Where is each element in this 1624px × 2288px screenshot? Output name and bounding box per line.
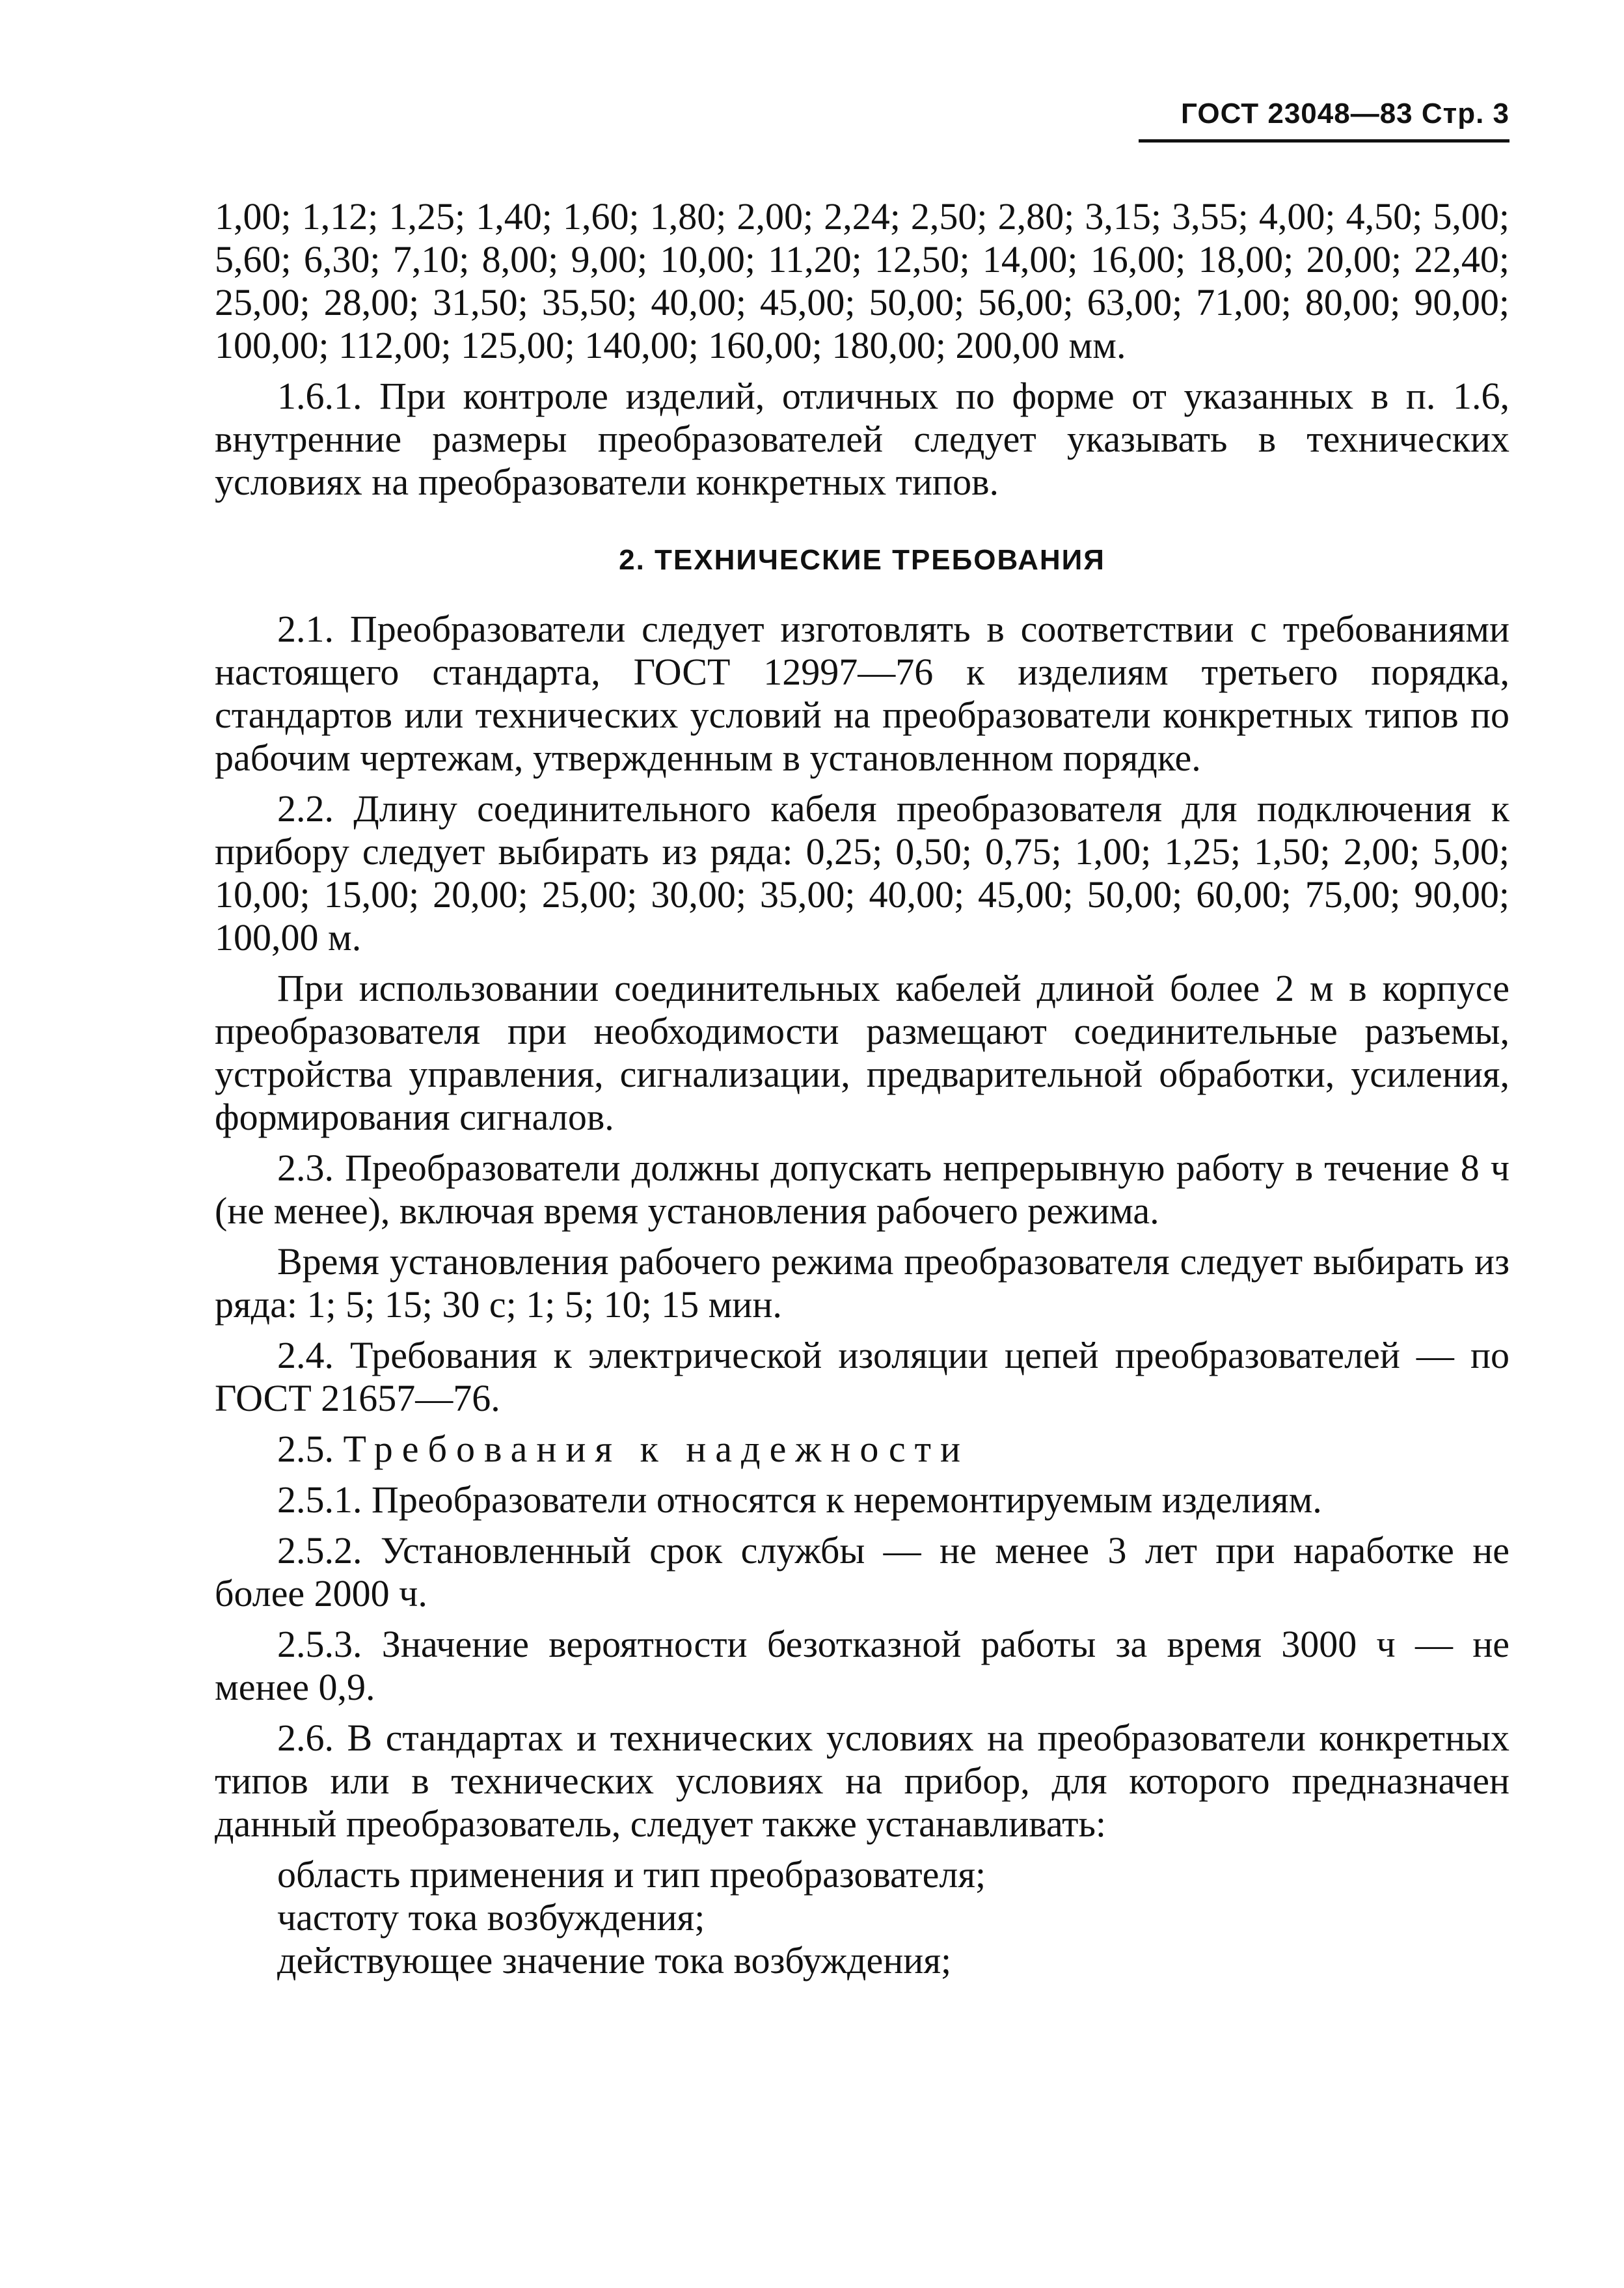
- paragraph-2-5-1: 2.5.1. Преобразователи относятся к неремонтируемым изделиям.: [277, 1478, 1322, 1521]
- paragraph-2-5-title: Требования к надежности: [343, 1428, 969, 1470]
- paragraph-2-3-continued: Время установления рабочего режима преобразователя следует выбирать из ряда: 1; 5; 15; 30 с; 1; 5; 10; 15 мин.: [215, 1240, 1509, 1326]
- paragraph-2-6: 2.6. В стандартах и технических условиях на преобразователи конкретных типов или в технических условиях на прибор, для которого предназначен данный преобразователь, следует также устанавливать:: [215, 1717, 1509, 1845]
- section-heading: 2. ТЕХНИЧЕСКИЕ ТРЕБОВАНИЯ: [619, 544, 1105, 576]
- paragraph-2-1: 2.1. Преобразователи следует изготовлять в соответствии с требованиями настоящего стандарта, ГОСТ 12997—76 к изделиям третьего порядка, стандартов или технических условий на преобразователи конкретных типов по рабочим чертежам, утвержденным в установленном порядке.: [215, 608, 1509, 779]
- list-item: область применения и тип преобразователя;: [277, 1853, 986, 1896]
- document-body: [215, 195, 1509, 1982]
- page-header: ГОСТ 23048—83 Стр. 3: [1180, 98, 1509, 129]
- paragraph-2-5-number: 2.5.: [277, 1428, 334, 1470]
- paragraph-2-4: 2.4. Требования к электрической изоляции цепей преобразователей — по ГОСТ 21657—76.: [215, 1334, 1509, 1419]
- paragraph-2-5-2: 2.5.2. Установленный срок службы — не менее 3 лет при наработке не более 2000 ч.: [215, 1529, 1509, 1614]
- size-series-paragraph: 1,00; 1,12; 1,25; 1,40; 1,60; 1,80; 2,00; 2,24; 2,50; 2,80; 3,15; 3,55; 4,00; 4,50; 5,00; 5,60; 6,30; 7,10; 8,00; 9,00; 10,00; 11,20; 12,50; 14,00; 16,00; 18,00; 20,00; 22,40; 25,00; 28,00; 31,50; 35,50; 40,00; 45,00; 50,00; 56,00; 63,00; 71,00; 80,00; 90,00; 100,00; 112,00; 125,00; 140,00; 160,00; 180,00; 200,00 мм.: [215, 195, 1509, 366]
- paragraph-2-3: 2.3. Преобразователи должны допускать непрерывную работу в течение 8 ч (не менее), включая время установления рабочего режима.: [215, 1147, 1509, 1232]
- paragraph-1-6-1: 1.6.1. При контроле изделий, отличных по форме от указанных в п. 1.6, внутренние размеры преобразователей следует указывать в технических условиях на преобразователи конкретных типов.: [215, 375, 1509, 503]
- header-rule: [1139, 139, 1509, 143]
- paragraph-2-5-3: 2.5.3. Значение вероятности безотказной работы за время 3000 ч — не менее 0,9.: [215, 1623, 1509, 1708]
- paragraph-2-2-continued: При использовании соединительных кабелей длиной более 2 м в корпусе преобразователя при необходимости размещают соединительные разъемы, устройства управления, сигнализации, предварительной обработки, усиления, формирования сигналов.: [215, 967, 1509, 1138]
- paragraph-2-2: 2.2. Длину соединительного кабеля преобразователя для подключения к прибору следует выбирать из ряда: 0,25; 0,50; 0,75; 1,00; 1,25; 1,50; 2,00; 5,00; 10,00; 15,00; 20,00; 25,00; 30,00; 35,00; 40,00; 45,00; 50,00; 60,00; 75,00; 90,00; 100,00 м.: [215, 787, 1509, 959]
- list-item: действующее значение тока возбуждения;: [277, 1939, 952, 1982]
- list-item: частоту тока возбуждения;: [277, 1896, 705, 1939]
- paragraph-2-5: [215, 1428, 1509, 1471]
